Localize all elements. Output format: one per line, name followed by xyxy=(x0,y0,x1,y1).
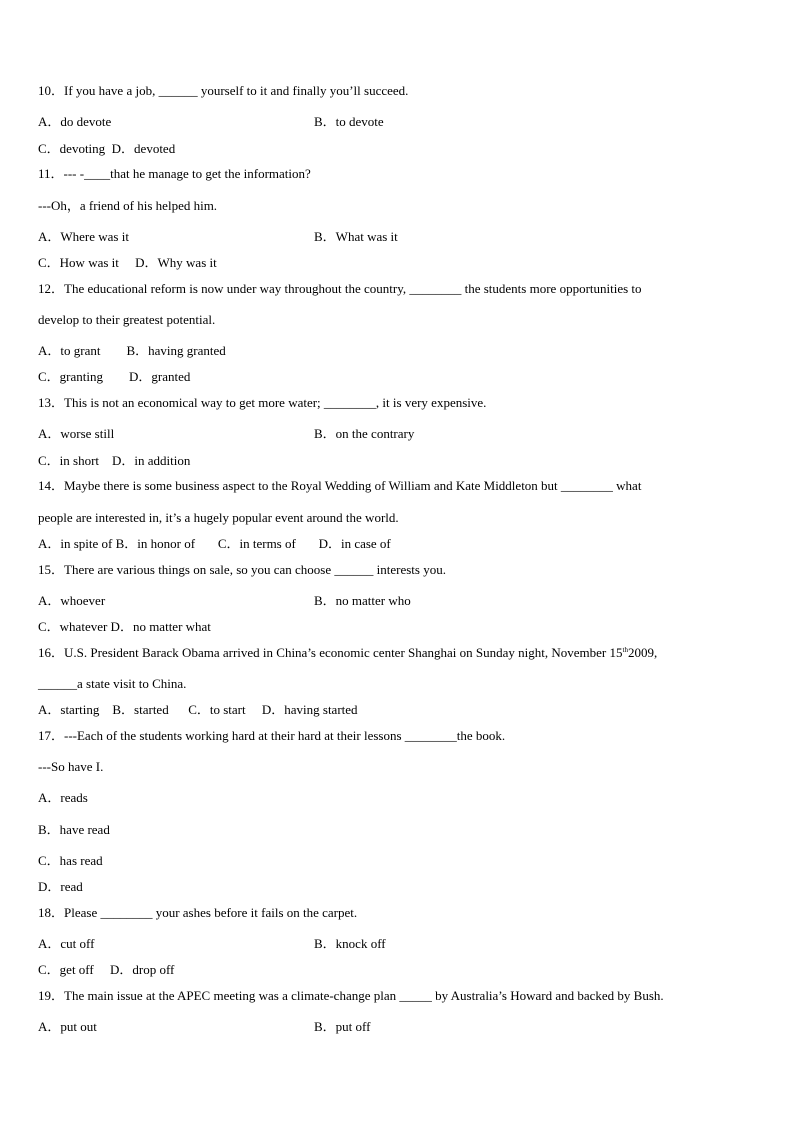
question-11-option-b: B．What was it xyxy=(314,229,398,244)
question-14-stem: 14．Maybe there is some business aspect to the Royal Wedding of William and Kate Middleton but ________ what xyxy=(38,478,642,493)
question-15-options-cd: C．whatever D．no matter what xyxy=(38,619,211,634)
question-15-option-b: B．no matter who xyxy=(314,593,411,608)
question-19-option-a: A．put out xyxy=(38,1019,97,1034)
question-15-option-a: A．whoever xyxy=(38,593,106,608)
question-10-options-cd: C．devoting D．devoted xyxy=(38,141,176,156)
question-11-option-a: A．Where was it xyxy=(38,229,129,244)
question-11-options-cd: C．How was it D．Why was it xyxy=(38,255,217,270)
question-11-reply: ---Oh，a friend of his helped him. xyxy=(38,198,218,213)
question-13-option-b: B．on the contrary xyxy=(314,426,415,441)
question-16-stem-year: 2009, xyxy=(627,645,658,660)
question-17-option-b: B．have read xyxy=(38,822,110,837)
question-13-stem: 13．This is not an economical way to get more water; ________, it is very expensive. xyxy=(38,395,487,410)
question-14-options: A．in spite of B．in honor of C．in terms of D．in case of xyxy=(38,536,391,551)
question-19-stem: 19．The main issue at the APEC meeting was a climate-change plan _____ by Australia’s Howard and backed by Bush. xyxy=(38,988,664,1003)
question-16-superscript: th xyxy=(622,646,628,654)
question-17-option-a: A．reads xyxy=(38,790,88,805)
question-19-option-b: B．put off xyxy=(314,1019,371,1034)
question-18-option-a: A．cut off xyxy=(38,936,95,951)
question-15-stem: 15．There are various things on sale, so you can choose ______ interests you. xyxy=(38,562,446,577)
question-16-stem xyxy=(38,645,657,661)
question-12-options-cd: C．granting D．granted xyxy=(38,369,191,384)
question-18-stem: 18．Please ________ your ashes before it fails on the carpet. xyxy=(38,905,358,920)
question-17-option-c: C．has read xyxy=(38,853,103,868)
question-17-reply: ---So have I. xyxy=(38,759,104,774)
question-13-option-a: A．worse still xyxy=(38,426,115,441)
question-14-stem-continued: people are interested in, it’s a hugely popular event around the world. xyxy=(38,510,399,525)
question-10-stem: 10．If you have a job, ______ yourself to it and finally you’ll succeed. xyxy=(38,83,409,98)
question-11-stem: 11．--- -____that he manage to get the information? xyxy=(38,166,311,181)
question-17-option-d: D．read xyxy=(38,879,83,894)
question-12-options-ab: A．to grant B．having granted xyxy=(38,343,226,358)
question-12-stem-continued: develop to their greatest potential. xyxy=(38,312,216,327)
question-16-stem-text: 16．U.S. President Barack Obama arrived in China’s economic center Shanghai on Sunday night, November 15 xyxy=(38,645,623,660)
question-16-stem-continued: ______a state visit to China. xyxy=(38,676,187,691)
question-17-stem: 17．---Each of the students working hard at their hard at their lessons ________the book. xyxy=(38,728,506,743)
question-18-option-b: B．knock off xyxy=(314,936,386,951)
question-10-option-b: B．to devote xyxy=(314,114,384,129)
question-12-stem: 12．The educational reform is now under way throughout the country, ________ the students more opportunities to xyxy=(38,281,642,296)
question-18-options-cd: C．get off D．drop off xyxy=(38,962,175,977)
question-16-options: A．starting B．started C．to start D．having started xyxy=(38,702,358,717)
question-13-options-cd: C．in short D．in addition xyxy=(38,453,191,468)
question-10-option-a: A．do devote xyxy=(38,114,112,129)
